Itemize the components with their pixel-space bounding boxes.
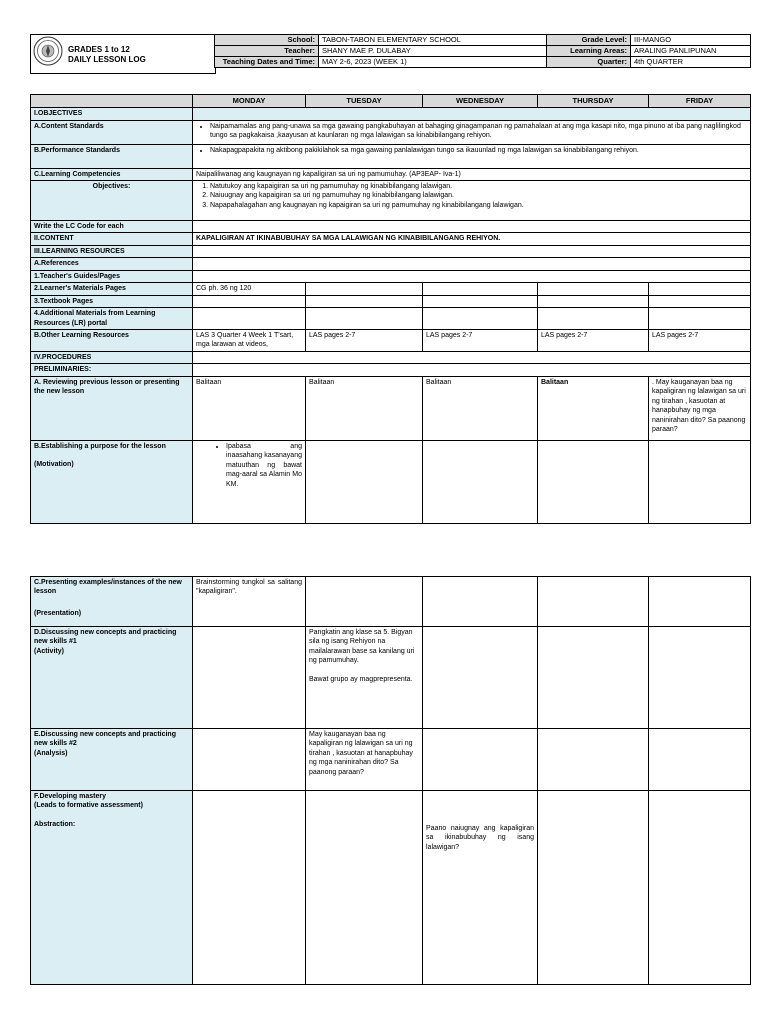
objectives-list	[196, 182, 747, 210]
other-resources-mon: LAS 3 Quarter 4 Week 1 T'sart, mga larawan at videos,	[193, 329, 306, 351]
other-resources-wed: LAS pages 2-7	[423, 329, 538, 351]
header-info-table	[214, 34, 751, 68]
objectives-list-cell	[193, 181, 751, 221]
grade-label: Grade Level:	[547, 35, 631, 46]
discussing1-tue-a: Pangkatin ang klase sa 5. Bigyan sila ng isang Rehiyon na mailalarawan base sa kanilang uri ng pamumuhay.	[309, 629, 415, 665]
learners-materials-tue	[306, 283, 423, 295]
teachers-guide-value	[193, 270, 751, 282]
day-header-friday: FRIDAY	[649, 95, 751, 108]
discussing1-sub-label: (Activity)	[34, 647, 64, 655]
presenting-sub-label: (Presentation)	[34, 609, 82, 617]
performance-standards-text: • Nakapagpapakita ng aktibong pakikilahok sa mga gawaing panlalawigan tungo sa ikauunlad ng mga lalawigan sa kinabibilangang rehiyon.	[210, 146, 747, 155]
lesson-log-table-1	[30, 94, 751, 524]
reviewing-label: A. Reviewing previous lesson or presenting the new lesson	[31, 376, 193, 440]
day-header-thursday: THURSDAY	[538, 95, 649, 108]
discussing1-tue-cell	[306, 627, 423, 729]
textbook-tue	[306, 295, 423, 307]
performance-standards-value	[193, 144, 751, 168]
content-standards-value	[193, 120, 751, 144]
reviewing-wed: Balitaan	[423, 376, 538, 440]
mastery-mon	[193, 791, 306, 985]
form-title-dll: DAILY LESSON LOG	[68, 55, 146, 64]
textbook-thu	[538, 295, 649, 307]
dates-value: MAY 2-6, 2023 (WEEK 1)	[319, 57, 547, 68]
discussing2-thu	[538, 729, 649, 791]
quarter-label: Quarter:	[547, 57, 631, 68]
reviewing-thu: Balitaan	[538, 376, 649, 440]
textbook-label: 3.Textbook Pages	[31, 295, 193, 307]
quarter-value: 4th QUARTER	[631, 57, 751, 68]
mastery-thu	[538, 791, 649, 985]
mastery-tue	[306, 791, 423, 985]
learners-materials-thu	[538, 283, 649, 295]
purpose-fri	[649, 440, 751, 523]
mastery-wed: Paano naiugnay ang kapaligiran sa ikinabubuhay ng isang lalawigan?	[426, 825, 534, 851]
discussing2-label-cell	[31, 729, 193, 791]
textbook-mon	[193, 295, 306, 307]
textbook-fri	[649, 295, 751, 307]
content-value: KAPALIGIRAN AT IKINABUBUHAY SA MGA LALAWIGAN NG KINABIBILANGANG REHIYON.	[193, 233, 751, 245]
mastery-abstraction-label: Abstraction:	[34, 820, 76, 828]
discussing2-tue: May kauganayan baa ng kapaligiran ng lalawigan sa uri ng tirahan , kasuotan at hanapbuhay ng mga naninirahan dito? Sa paanong paraan?	[306, 729, 423, 791]
discussing2-wed	[423, 729, 538, 791]
area-value: ARALING PANLIPUNAN	[631, 46, 751, 57]
discussing2-fri	[649, 729, 751, 791]
mastery-label-cell	[31, 791, 193, 985]
reviewing-tue: Balitaan	[306, 376, 423, 440]
other-resources-thu: LAS pages 2-7	[538, 329, 649, 351]
purpose-wed	[423, 440, 538, 523]
preliminaries-value	[193, 364, 751, 376]
day-header-tuesday: TUESDAY	[306, 95, 423, 108]
lc-code-label: Write the LC Code for each	[31, 221, 193, 233]
presenting-tue	[306, 577, 423, 627]
teacher-value: SHANY MAE P. DULABAY	[319, 46, 547, 57]
learners-materials-mon: CG ph. 36 ng 120	[193, 283, 306, 295]
learning-competencies-label: C.Learning Competencies	[31, 168, 193, 180]
mastery-label: F.Developing mastery	[34, 793, 106, 800]
form-title-grades: GRADES 1 to 12	[68, 45, 130, 54]
presenting-fri	[649, 577, 751, 627]
learners-materials-wed	[423, 283, 538, 295]
additional-materials-label: 4.Additional Materials from Learning Resources (LR) portal	[31, 308, 193, 330]
performance-standards-label: B.Performance Standards	[31, 144, 193, 168]
presenting-thu	[538, 577, 649, 627]
purpose-label: B.Establishing a purpose for the lesson	[34, 442, 166, 450]
discussing1-fri	[649, 627, 751, 729]
purpose-sub-label: (Motivation)	[34, 461, 74, 469]
teachers-guide-label: 1.Teacher's Guides/Pages	[31, 270, 193, 282]
discussing2-mon	[193, 729, 306, 791]
grade-value: III-MANGO	[631, 35, 751, 46]
deped-seal-icon	[33, 36, 63, 66]
objective-item: 2. Naiuugnay ang kapaigiran sa uri ng pamumuhay ng kinabibilangang lalawigan.	[210, 191, 747, 200]
discussing1-label-cell	[31, 627, 193, 729]
references-label: A.References	[31, 258, 193, 270]
textbook-wed	[423, 295, 538, 307]
preliminaries-label: PRELIMINARIES:	[31, 364, 193, 376]
discussing1-wed	[423, 627, 538, 729]
corner-cell	[31, 95, 193, 108]
procedures-label: IV.PROCEDURES	[31, 351, 193, 363]
discussing1-mon	[193, 627, 306, 729]
discussing2-sub-label: (Analysis)	[34, 749, 68, 757]
reviewing-fri: . May kauganayan baa ng kapaligiran ng lalawigan sa uri ng tirahan , kasuotan at hanapbuhay ng mga naninirahan dito? Sa paanong paraan?	[649, 376, 751, 440]
purpose-tue	[306, 440, 423, 523]
discussing2-label: E.Discussing new concepts and practicing new skills #2	[34, 731, 176, 748]
learners-materials-fri	[649, 283, 751, 295]
purpose-label-cell	[31, 440, 193, 523]
mastery-wed-cell	[423, 791, 538, 985]
other-resources-tue: LAS pages 2-7	[306, 329, 423, 351]
day-header-monday: MONDAY	[193, 95, 306, 108]
additional-materials-tue	[306, 308, 423, 330]
content-label: II.CONTENT	[31, 233, 193, 245]
procedures-value	[193, 351, 751, 363]
teacher-label: Teacher:	[215, 46, 319, 57]
additional-materials-wed	[423, 308, 538, 330]
school-value: TABON-TABON ELEMENTARY SCHOOL	[319, 35, 547, 46]
purpose-thu	[538, 440, 649, 523]
other-resources-fri: LAS pages 2-7	[649, 329, 751, 351]
discussing1-thu	[538, 627, 649, 729]
purpose-mon-cell	[193, 440, 306, 523]
mastery-fri	[649, 791, 751, 985]
mastery-sub-label: (Leads to formative assessment)	[34, 802, 143, 810]
learning-resources-label: III.LEARNING RESOURCES	[31, 245, 193, 257]
discussing1-tue-b: Bawat grupo ay magprepresenta.	[309, 675, 413, 683]
area-label: Learning Areas:	[547, 46, 631, 57]
dates-label: Teaching Dates and Time:	[215, 57, 319, 68]
learning-competencies-value: Naipaliliwanag ang kaugnayan ng kapaligiran sa uri ng pamumuhay. (AP3EAP- Iva-1)	[193, 168, 751, 180]
purpose-mon: • Ipabasa ang inaasahang kasanayang matuuthan ng bawat mag-aaral sa Alamin Mo KM.	[226, 442, 302, 489]
presenting-mon: Brainstorming tungkol sa salitang "kapaligiran".	[193, 577, 306, 627]
objectives-label: I.OBJECTIVES	[31, 108, 193, 120]
additional-materials-thu	[538, 308, 649, 330]
objectives-bar	[193, 108, 751, 120]
learning-resources-value	[193, 245, 751, 257]
objectives-sub-label: Objectives:	[31, 181, 193, 221]
other-resources-label: B.Other Learning Resources	[31, 329, 193, 351]
school-label: School:	[215, 35, 319, 46]
lc-code-value	[193, 221, 751, 233]
content-standards-label: A.Content Standards	[31, 120, 193, 144]
reviewing-mon: Balitaan	[193, 376, 306, 440]
content-standards-text: • Naipamamalas ang pang-unawa sa mga gawaing pangkabuhayan at bahaging ginagampanan ng pamahalaan at ang mga kasapi nito, mga pinuno at iba pang naglilingkod tungo sa pagkakaisa ,kaayusan at kaunlaran ng mga lalawigan sa kinabibilangang rehiyon.	[210, 122, 747, 141]
objective-item: 3. Napapahalagahan ang kaugnayan ng kapaigiran sa uri ng pamumuhay ng kinabibilangang lalawigan.	[210, 201, 747, 210]
presenting-label: C.Presenting examples/instances of the new lesson	[34, 579, 182, 596]
presenting-label-cell	[31, 577, 193, 627]
objective-item: 1. Natutukoy ang kapaigiran sa uri ng pamumuhay ng kinabibilangang lalawigan.	[210, 182, 747, 191]
day-header-wednesday: WEDNESDAY	[423, 95, 538, 108]
lesson-log-table-2	[30, 576, 751, 985]
additional-materials-mon	[193, 308, 306, 330]
learners-materials-label: 2.Learner's Materials Pages	[31, 283, 193, 295]
discussing1-label: D.Discussing new concepts and practicing new skills #1	[34, 629, 177, 646]
references-value	[193, 258, 751, 270]
additional-materials-fri	[649, 308, 751, 330]
presenting-wed	[423, 577, 538, 627]
